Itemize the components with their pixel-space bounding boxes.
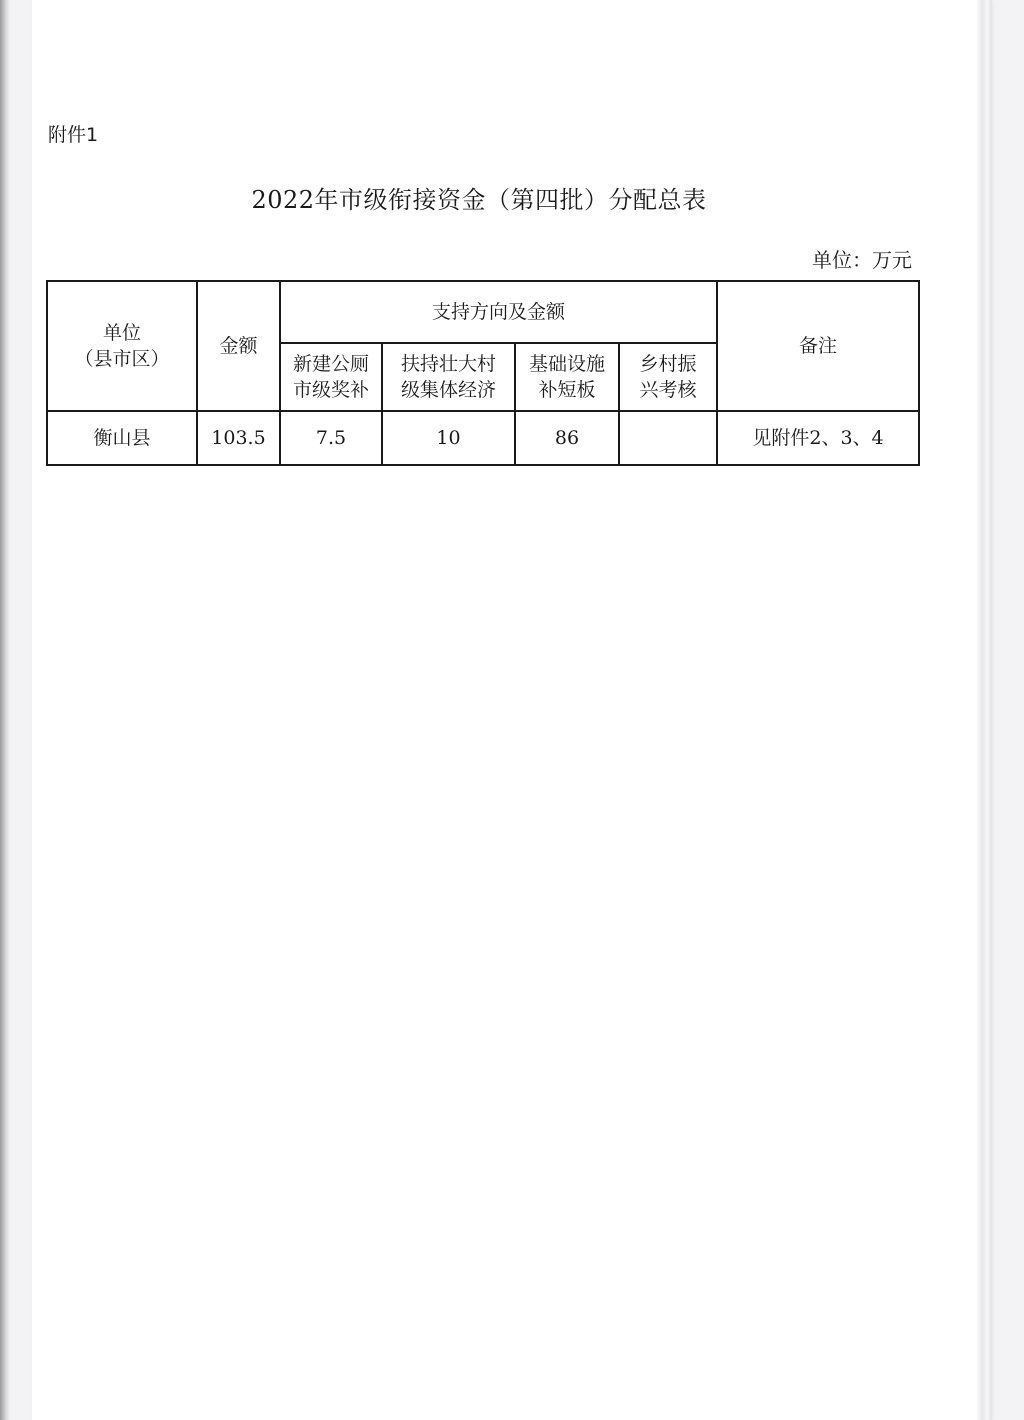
unit-label: 单位：万元 bbox=[812, 248, 912, 272]
header-unit-line1: 单位 bbox=[102, 322, 141, 344]
header-remarks: 备注 bbox=[717, 281, 919, 411]
header-support-group: 支持方向及金额 bbox=[280, 281, 717, 343]
cell-remarks: 见附件2、3、4 bbox=[717, 411, 919, 465]
cell-collective: 10 bbox=[382, 411, 515, 465]
scan-left-edge bbox=[0, 0, 10, 1420]
allocation-table bbox=[46, 280, 920, 466]
header-sub-toilet-line2: 市级奖补 bbox=[292, 379, 369, 401]
header-amount: 金额 bbox=[197, 281, 280, 411]
document-title: 2022年市级衔接资金（第四批）分配总表 bbox=[251, 186, 707, 214]
header-sub-assessment-line2: 兴考核 bbox=[639, 379, 697, 401]
cell-toilet: 7.5 bbox=[280, 411, 382, 465]
header-sub-assessment-line1: 乡村振 bbox=[639, 353, 697, 375]
cell-infrastructure: 86 bbox=[515, 411, 619, 465]
header-sub-infrastructure-line2: 补短板 bbox=[538, 379, 596, 401]
cell-assessment bbox=[619, 411, 717, 465]
header-sub-collective bbox=[382, 343, 515, 411]
scan-right-edge bbox=[976, 0, 992, 1420]
header-unit-line2: （县市区） bbox=[74, 348, 170, 370]
header-row-1 bbox=[47, 281, 919, 343]
header-sub-assessment bbox=[619, 343, 717, 411]
table-row bbox=[47, 411, 919, 465]
header-sub-infrastructure-line1: 基础设施 bbox=[528, 353, 605, 375]
header-sub-collective-line1: 扶持壮大村 bbox=[400, 353, 496, 375]
cell-unit: 衡山县 bbox=[47, 411, 197, 465]
header-sub-infrastructure bbox=[515, 343, 619, 411]
attachment-label: 附件1 bbox=[48, 124, 99, 146]
document-page bbox=[32, 0, 990, 1420]
header-sub-toilet bbox=[280, 343, 382, 411]
header-unit bbox=[47, 281, 197, 411]
header-sub-collective-line2: 级集体经济 bbox=[400, 379, 496, 401]
header-sub-toilet-line1: 新建公厕 bbox=[292, 353, 369, 375]
cell-amount: 103.5 bbox=[197, 411, 280, 465]
